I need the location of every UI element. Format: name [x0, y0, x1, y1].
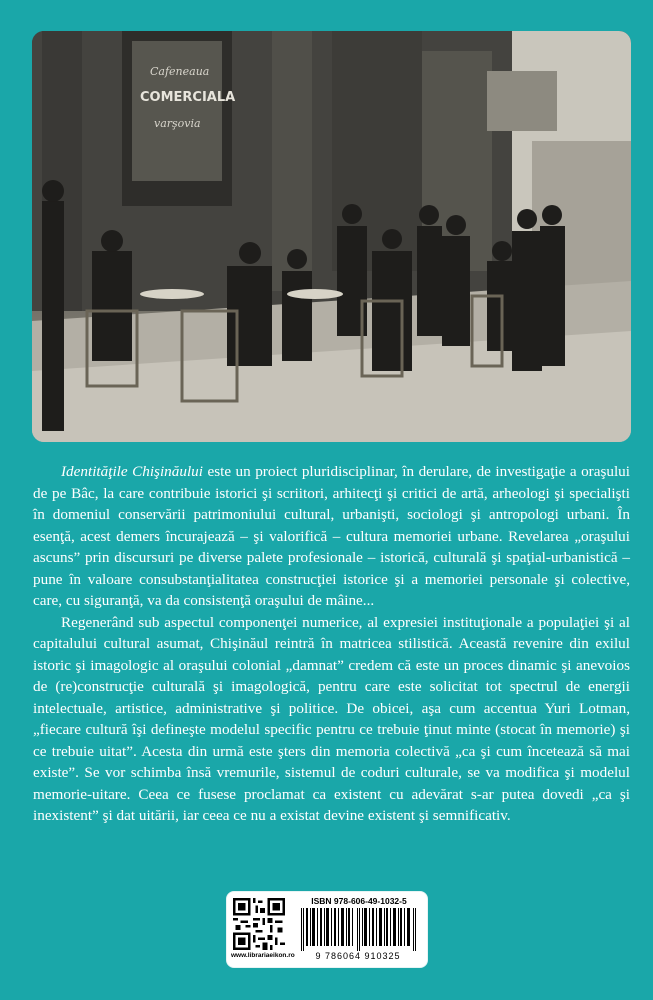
website-url: www.librariaeikon.ro	[231, 952, 295, 959]
paragraph-2	[33, 612, 630, 827]
sign-text-3: varşovia	[154, 117, 201, 130]
sign-text-1: Cafeneaua	[150, 65, 210, 78]
project-title: Identităţile Chişinăului	[61, 463, 203, 480]
paragraph-1-body: este un proiect pluridisciplinar, în derulare, de investigaţie a oraşului de pe Bâc, la care contribuie istorici şi scriitori, arhitecţi şi critici de artă, arheologi şi specialişti în domeniul conservării patrimoniului cultural, urbanişti, sociologi şi antropologi urbani. În esenţă, acest demers încurajează – şi valorifică – cultura memoriei urbane. Revelarea „oraşului ascuns” prin discursuri pe diverse palete profesionale – istorică, culturală şi spaţial-urbanistică – pune în valoare consubstanţialitatea construcţiei istorice şi a memoriei personale şi colective, care, cu siguranţă, va da consistenţă oraşului de mâine...	[33, 463, 630, 609]
barcode-icon	[299, 908, 419, 951]
isbn-label: ISBN 978-606-49-1032-5	[311, 896, 407, 906]
cafe-scene-illustration	[32, 31, 631, 442]
cover-photo	[32, 31, 631, 442]
paragraph-2-body: Regenerând sub aspectul componenţei numerice, al expresiei instituţionale a populaţiei şi al capitalului cultural asumat, Chişinăul reintră în matricea stilistică. Această revenire din exilul istoric şi imagologic al oraşului colonial „damnat” credem că este un proces dinamic şi anevoios de (re)construcţie culturală şi imagologică, pentru care este solicitat tot spectrul de energii intelectuale, artistice, administrative şi politice. De obicei, aşa cum accentua Yuri Lotman, „fiecare cultură îşi defineşte modelul specific pentru ce trebuie ţinut minte (stocat în memorie) şi ce trebuie uitat”. Acesta din urmă este şters din memoria colectivă „ca şi cum încetează să mai existe”. Se vor schimba însă vremurile, sistemul de coduri culturale, se va modifica şi modelul memorie-uitare. Ceea ce fusese proclamat ca existent cu adevărat s-ar putea dovedi „ca şi inexistent” şi dat uitării, iar ceea ce nu a existat devine existent şi semnificativ.	[33, 613, 630, 824]
sign-text-2: COMERCIALA	[140, 90, 236, 105]
isbn-box	[226, 891, 428, 968]
qr-code-icon	[233, 898, 285, 950]
barcode-number: 9 786064 910325	[315, 951, 401, 961]
back-cover-text	[33, 461, 630, 827]
paragraph-1	[33, 461, 630, 612]
